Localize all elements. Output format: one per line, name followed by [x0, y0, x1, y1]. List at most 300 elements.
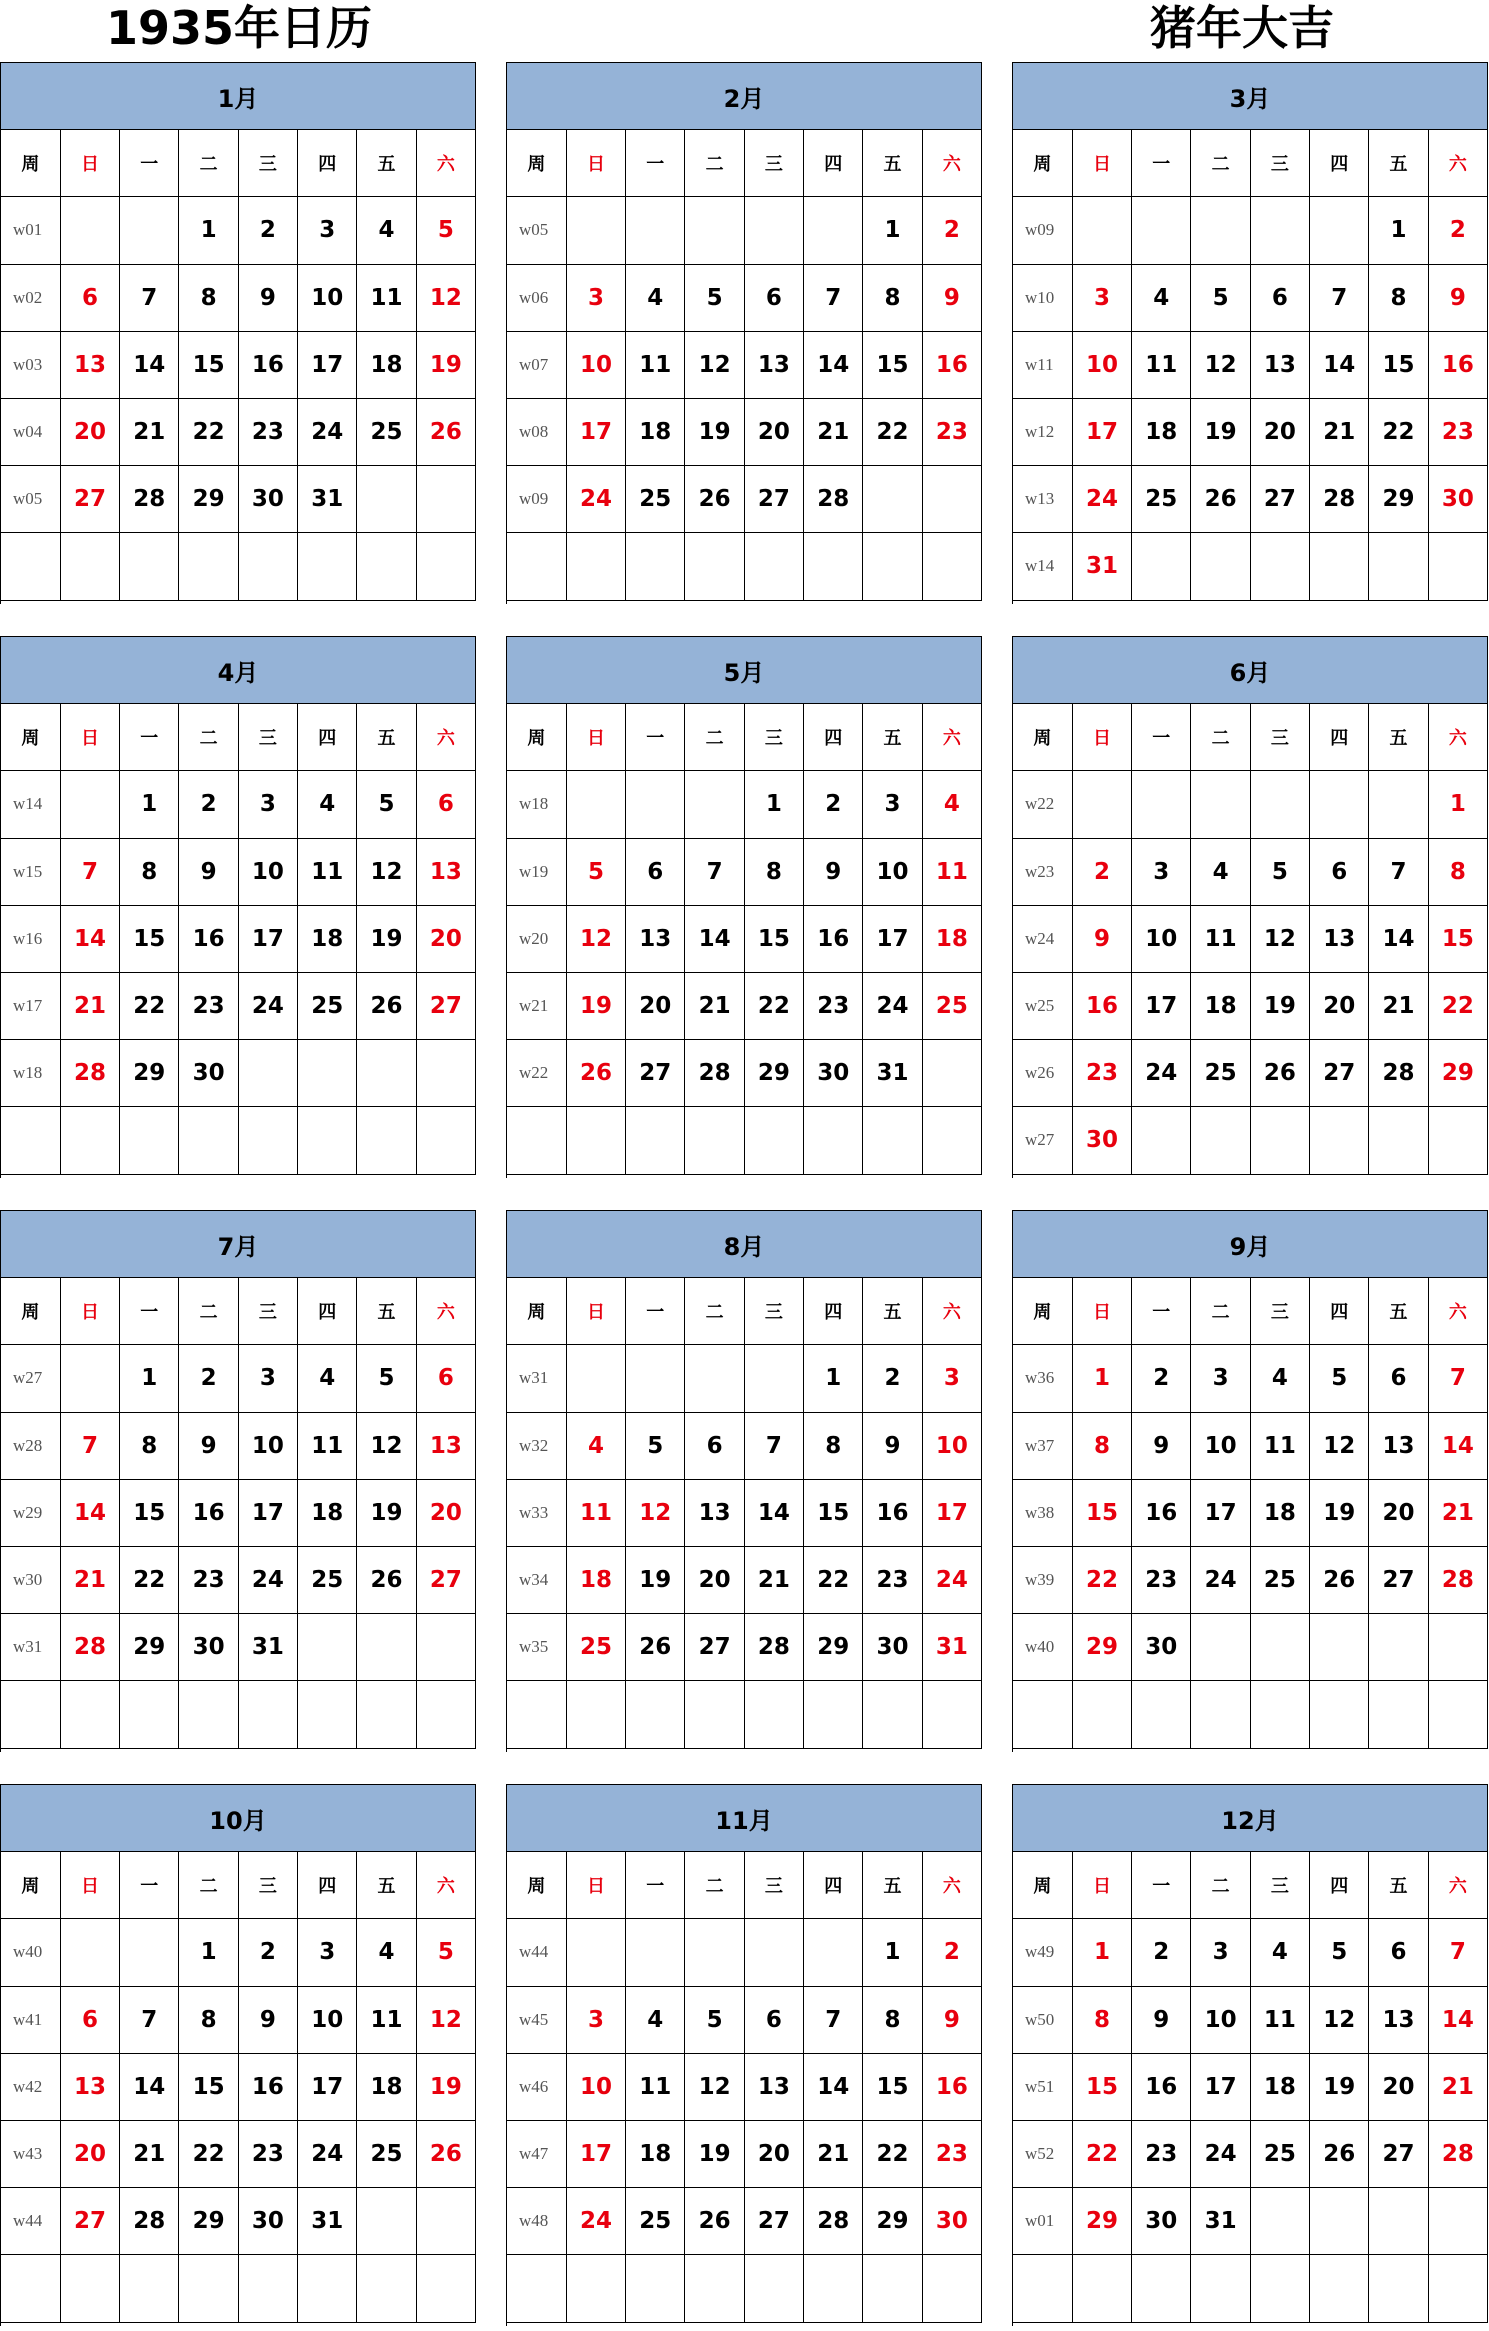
week-row — [1, 1614, 476, 1681]
day-cell: 9 — [922, 1986, 981, 2053]
day-cell — [120, 1919, 179, 1986]
day-cell — [416, 533, 475, 600]
day-cell — [298, 2255, 357, 2322]
day-cell: 6 — [60, 264, 119, 331]
day-cell — [566, 2255, 625, 2322]
week-row — [1013, 1040, 1488, 1107]
week-number: w34 — [507, 1546, 566, 1613]
week-row — [1, 2188, 476, 2255]
day-cell — [626, 771, 685, 838]
day-cell: 4 — [357, 1919, 416, 1986]
week-row — [1013, 1412, 1488, 1479]
day-cell: 5 — [1310, 1919, 1369, 1986]
day-cell: 19 — [416, 331, 475, 398]
week-row — [1013, 1345, 1488, 1412]
day-cell: 29 — [1072, 2188, 1131, 2255]
weekday-label: 三 — [744, 1852, 803, 1919]
day-cell: 17 — [566, 2120, 625, 2187]
day-cell: 8 — [744, 838, 803, 905]
day-cell: 18 — [298, 905, 357, 972]
day-cell — [1072, 2255, 1131, 2322]
day-cell — [922, 2255, 981, 2322]
day-cell — [922, 466, 981, 533]
week-number: w16 — [1, 905, 60, 972]
day-cell: 25 — [1132, 466, 1191, 533]
weekday-label: 周 — [1, 704, 60, 771]
day-cell: 11 — [566, 1479, 625, 1546]
day-cell: 16 — [179, 905, 238, 972]
day-cell: 5 — [626, 1412, 685, 1479]
day-cell: 22 — [1072, 2120, 1131, 2187]
week-row — [507, 838, 982, 905]
day-cell — [1428, 2255, 1487, 2322]
day-cell: 29 — [120, 1040, 179, 1107]
weekday-label: 二 — [179, 1852, 238, 1919]
week-row — [1013, 533, 1488, 600]
day-cell: 27 — [626, 1040, 685, 1107]
week-row — [1013, 771, 1488, 838]
day-cell — [626, 1345, 685, 1412]
week-number: w04 — [1, 398, 60, 465]
day-cell: 7 — [1428, 1919, 1487, 1986]
day-cell: 10 — [566, 2053, 625, 2120]
day-cell — [120, 1107, 179, 1174]
day-cell: 23 — [179, 972, 238, 1039]
day-cell: 2 — [863, 1345, 922, 1412]
day-cell: 10 — [922, 1412, 981, 1479]
week-row — [1013, 1546, 1488, 1613]
day-cell: 26 — [685, 466, 744, 533]
day-cell — [922, 1681, 981, 1748]
week-row — [507, 771, 982, 838]
day-cell — [179, 533, 238, 600]
day-cell: 24 — [298, 398, 357, 465]
day-cell: 29 — [1369, 466, 1428, 533]
weekday-label: 六 — [416, 1278, 475, 1345]
day-cell — [1191, 1107, 1250, 1174]
day-cell: 17 — [922, 1479, 981, 1546]
day-cell — [804, 1107, 863, 1174]
week-row — [1013, 264, 1488, 331]
day-cell — [60, 1345, 119, 1412]
weekday-label: 一 — [1132, 1278, 1191, 1345]
day-cell: 19 — [566, 972, 625, 1039]
day-cell — [1191, 533, 1250, 600]
week-number: w21 — [507, 972, 566, 1039]
week-row — [507, 466, 982, 533]
day-cell — [566, 771, 625, 838]
month-header: 9月 — [1013, 1211, 1488, 1278]
month-header: 2月 — [507, 63, 982, 130]
day-cell: 14 — [1428, 1986, 1487, 2053]
day-cell: 16 — [179, 1479, 238, 1546]
day-cell — [357, 1040, 416, 1107]
day-cell: 21 — [1310, 398, 1369, 465]
day-cell — [566, 1919, 625, 1986]
day-cell: 27 — [1369, 2120, 1428, 2187]
day-cell — [566, 533, 625, 600]
day-cell: 15 — [744, 905, 803, 972]
day-cell: 15 — [1369, 331, 1428, 398]
day-cell: 23 — [804, 972, 863, 1039]
day-cell: 25 — [1191, 1040, 1250, 1107]
day-cell: 15 — [863, 2053, 922, 2120]
day-cell: 9 — [1428, 264, 1487, 331]
weekday-label: 六 — [1428, 1278, 1487, 1345]
day-cell: 19 — [1250, 972, 1309, 1039]
day-cell: 1 — [863, 197, 922, 264]
day-cell: 21 — [1428, 1479, 1487, 1546]
day-cell: 13 — [416, 1412, 475, 1479]
day-cell — [863, 533, 922, 600]
day-cell: 29 — [1072, 1614, 1131, 1681]
day-cell — [357, 466, 416, 533]
day-cell — [1072, 771, 1131, 838]
weekday-label: 一 — [1132, 1852, 1191, 1919]
day-cell: 2 — [1428, 197, 1487, 264]
day-cell: 3 — [238, 771, 297, 838]
day-cell: 11 — [298, 1412, 357, 1479]
day-cell: 29 — [863, 2188, 922, 2255]
week-number: w46 — [507, 2053, 566, 2120]
weekday-label: 二 — [179, 130, 238, 197]
weekday-label: 日 — [566, 1278, 625, 1345]
week-number: w39 — [1013, 1546, 1072, 1613]
week-number: w18 — [1, 1040, 60, 1107]
day-cell: 14 — [1369, 905, 1428, 972]
day-cell: 16 — [238, 331, 297, 398]
weekday-label: 五 — [863, 704, 922, 771]
day-cell: 20 — [626, 972, 685, 1039]
week-number: w05 — [507, 197, 566, 264]
day-cell: 2 — [1132, 1345, 1191, 1412]
day-cell: 4 — [1250, 1919, 1309, 1986]
day-cell: 21 — [804, 398, 863, 465]
day-cell: 4 — [922, 771, 981, 838]
day-cell: 1 — [1428, 771, 1487, 838]
weekday-label: 五 — [357, 130, 416, 197]
day-cell — [1132, 1681, 1191, 1748]
day-cell: 5 — [685, 1986, 744, 2053]
day-cell: 29 — [179, 466, 238, 533]
day-cell: 17 — [1132, 972, 1191, 1039]
weekday-label: 一 — [1132, 704, 1191, 771]
weekday-label: 四 — [1310, 1852, 1369, 1919]
day-cell — [1310, 2188, 1369, 2255]
week-row — [1, 972, 476, 1039]
day-cell — [298, 533, 357, 600]
day-cell: 10 — [566, 331, 625, 398]
day-cell: 28 — [685, 1040, 744, 1107]
day-cell: 6 — [1369, 1345, 1428, 1412]
day-cell: 24 — [238, 1546, 297, 1613]
weekday-label: 一 — [120, 130, 179, 197]
day-cell — [1428, 1107, 1487, 1174]
week-number — [1, 533, 60, 600]
day-cell: 23 — [922, 398, 981, 465]
week-number: w10 — [1013, 264, 1072, 331]
week-number: w06 — [507, 264, 566, 331]
weekday-label: 五 — [863, 130, 922, 197]
month-1 — [0, 62, 476, 604]
day-cell: 11 — [1132, 331, 1191, 398]
day-cell: 22 — [179, 2120, 238, 2187]
week-row — [1013, 1479, 1488, 1546]
weekday-label: 六 — [1428, 1852, 1487, 1919]
day-cell: 10 — [1191, 1412, 1250, 1479]
day-cell — [1310, 1614, 1369, 1681]
day-cell: 14 — [120, 331, 179, 398]
day-cell: 5 — [416, 1919, 475, 1986]
week-row — [1, 1345, 476, 1412]
day-cell — [416, 2188, 475, 2255]
day-cell: 9 — [804, 838, 863, 905]
week-number: w23 — [1013, 838, 1072, 905]
week-number: w02 — [1, 264, 60, 331]
day-cell: 15 — [179, 2053, 238, 2120]
day-cell — [566, 1345, 625, 1412]
week-number: w14 — [1013, 533, 1072, 600]
day-cell — [1310, 771, 1369, 838]
day-cell — [1250, 1107, 1309, 1174]
day-cell: 10 — [863, 838, 922, 905]
week-number: w03 — [1, 331, 60, 398]
day-cell — [416, 1040, 475, 1107]
day-cell — [357, 1681, 416, 1748]
day-cell: 20 — [416, 1479, 475, 1546]
day-cell: 24 — [298, 2120, 357, 2187]
day-cell — [238, 1681, 297, 1748]
weekday-label: 四 — [804, 130, 863, 197]
week-number: w51 — [1013, 2053, 1072, 2120]
day-cell: 15 — [863, 331, 922, 398]
day-cell — [238, 1040, 297, 1107]
week-number: w27 — [1013, 1107, 1072, 1174]
week-row — [1013, 838, 1488, 905]
day-cell: 30 — [1072, 1107, 1131, 1174]
day-cell — [238, 533, 297, 600]
day-cell: 23 — [238, 2120, 297, 2187]
day-cell: 18 — [1191, 972, 1250, 1039]
day-cell: 24 — [238, 972, 297, 1039]
day-cell: 16 — [238, 2053, 297, 2120]
day-cell: 5 — [1250, 838, 1309, 905]
day-cell: 1 — [179, 1919, 238, 1986]
week-row — [507, 2188, 982, 2255]
day-cell — [1132, 1107, 1191, 1174]
week-row — [1, 1412, 476, 1479]
day-cell: 26 — [416, 398, 475, 465]
week-row — [1013, 905, 1488, 972]
week-row — [1, 1040, 476, 1107]
day-cell — [1132, 533, 1191, 600]
calendar-title: 1935年日历 — [106, 1, 373, 55]
week-number: w22 — [507, 1040, 566, 1107]
day-cell: 14 — [804, 2053, 863, 2120]
day-cell: 26 — [1310, 1546, 1369, 1613]
day-cell: 21 — [60, 1546, 119, 1613]
day-cell: 14 — [804, 331, 863, 398]
weekday-label: 五 — [357, 704, 416, 771]
day-cell: 17 — [238, 905, 297, 972]
day-cell: 31 — [298, 466, 357, 533]
day-cell: 28 — [120, 466, 179, 533]
week-row — [507, 2120, 982, 2187]
day-cell: 7 — [804, 1986, 863, 2053]
day-cell: 21 — [1369, 972, 1428, 1039]
day-cell: 29 — [804, 1614, 863, 1681]
day-cell — [120, 1681, 179, 1748]
day-cell — [60, 197, 119, 264]
weekday-label: 日 — [60, 130, 119, 197]
week-row — [507, 1546, 982, 1613]
day-cell: 14 — [685, 905, 744, 972]
day-cell: 18 — [1250, 2053, 1309, 2120]
day-cell: 25 — [298, 1546, 357, 1613]
week-row — [1, 2053, 476, 2120]
day-cell: 4 — [626, 264, 685, 331]
day-cell — [922, 1107, 981, 1174]
week-number: w19 — [507, 838, 566, 905]
weekday-label: 三 — [1250, 1852, 1309, 1919]
day-cell: 1 — [863, 1919, 922, 1986]
weekday-label: 日 — [1072, 130, 1131, 197]
day-cell: 28 — [804, 466, 863, 533]
weekday-label: 四 — [804, 1278, 863, 1345]
day-cell: 12 — [1310, 1986, 1369, 2053]
weekday-label: 日 — [566, 130, 625, 197]
day-cell: 9 — [1132, 1412, 1191, 1479]
day-cell: 9 — [863, 1412, 922, 1479]
day-cell — [1250, 771, 1309, 838]
weekday-label: 五 — [1369, 130, 1428, 197]
day-cell — [744, 1681, 803, 1748]
day-cell: 26 — [357, 1546, 416, 1613]
day-cell: 20 — [744, 2120, 803, 2187]
day-cell: 1 — [179, 197, 238, 264]
weekday-label: 六 — [1428, 130, 1487, 197]
day-cell: 13 — [626, 905, 685, 972]
day-cell: 13 — [1310, 905, 1369, 972]
day-cell — [357, 2188, 416, 2255]
week-row — [507, 2255, 982, 2322]
week-row — [1013, 398, 1488, 465]
weekday-label: 五 — [1369, 1852, 1428, 1919]
day-cell: 10 — [1191, 1986, 1250, 2053]
day-cell: 11 — [1250, 1412, 1309, 1479]
day-cell: 3 — [1132, 838, 1191, 905]
day-cell: 2 — [804, 771, 863, 838]
day-cell — [60, 1681, 119, 1748]
month-header: 4月 — [1, 637, 476, 704]
day-cell: 14 — [1310, 331, 1369, 398]
day-cell: 9 — [179, 838, 238, 905]
day-cell: 12 — [416, 264, 475, 331]
day-cell — [1369, 1681, 1428, 1748]
week-number: w52 — [1013, 2120, 1072, 2187]
weekday-label: 三 — [744, 130, 803, 197]
weekday-label: 六 — [416, 130, 475, 197]
day-cell: 8 — [179, 264, 238, 331]
day-cell: 23 — [179, 1546, 238, 1613]
day-cell: 25 — [626, 2188, 685, 2255]
week-row — [1, 838, 476, 905]
weekday-label: 四 — [298, 704, 357, 771]
day-cell: 20 — [744, 398, 803, 465]
weekday-label: 一 — [1132, 130, 1191, 197]
day-cell: 6 — [1310, 838, 1369, 905]
day-cell — [1072, 197, 1131, 264]
day-cell — [626, 533, 685, 600]
day-cell: 3 — [922, 1345, 981, 1412]
day-cell: 12 — [566, 905, 625, 972]
week-number: w13 — [1013, 466, 1072, 533]
day-cell: 13 — [60, 2053, 119, 2120]
day-cell: 6 — [60, 1986, 119, 2053]
week-row — [1, 771, 476, 838]
day-cell — [744, 2255, 803, 2322]
day-cell: 19 — [357, 905, 416, 972]
day-cell: 2 — [238, 1919, 297, 1986]
weekday-label: 二 — [685, 704, 744, 771]
day-cell: 22 — [179, 398, 238, 465]
weekday-label: 日 — [60, 704, 119, 771]
day-cell — [626, 2255, 685, 2322]
week-number: w44 — [1, 2188, 60, 2255]
week-row — [1, 1919, 476, 1986]
day-cell: 3 — [1191, 1919, 1250, 1986]
day-cell — [60, 1919, 119, 1986]
day-cell: 30 — [1132, 2188, 1191, 2255]
day-cell: 15 — [120, 905, 179, 972]
day-cell: 7 — [60, 838, 119, 905]
day-cell: 26 — [626, 1614, 685, 1681]
day-cell: 13 — [744, 331, 803, 398]
day-cell: 30 — [804, 1040, 863, 1107]
day-cell: 22 — [804, 1546, 863, 1613]
weekday-label: 二 — [1191, 130, 1250, 197]
day-cell: 11 — [1191, 905, 1250, 972]
day-cell: 31 — [922, 1614, 981, 1681]
weekday-label: 六 — [922, 130, 981, 197]
weekday-label: 四 — [298, 1852, 357, 1919]
day-cell — [179, 1107, 238, 1174]
day-cell: 11 — [626, 2053, 685, 2120]
day-cell: 16 — [1132, 1479, 1191, 1546]
week-row — [1, 2255, 476, 2322]
day-cell — [863, 466, 922, 533]
day-cell: 7 — [60, 1412, 119, 1479]
week-number: w07 — [507, 331, 566, 398]
day-cell: 5 — [566, 838, 625, 905]
day-cell: 23 — [922, 2120, 981, 2187]
day-cell: 27 — [744, 466, 803, 533]
day-cell: 7 — [1310, 264, 1369, 331]
day-cell: 12 — [1191, 331, 1250, 398]
day-cell: 18 — [298, 1479, 357, 1546]
day-cell: 13 — [60, 331, 119, 398]
day-cell: 15 — [1428, 905, 1487, 972]
day-cell: 13 — [1369, 1986, 1428, 2053]
day-cell: 16 — [1428, 331, 1487, 398]
weekday-label: 日 — [1072, 1852, 1131, 1919]
weekday-label: 三 — [238, 130, 297, 197]
day-cell: 25 — [1250, 1546, 1309, 1613]
day-cell: 26 — [1191, 466, 1250, 533]
day-cell — [685, 771, 744, 838]
day-cell: 6 — [685, 1412, 744, 1479]
day-cell: 26 — [566, 1040, 625, 1107]
